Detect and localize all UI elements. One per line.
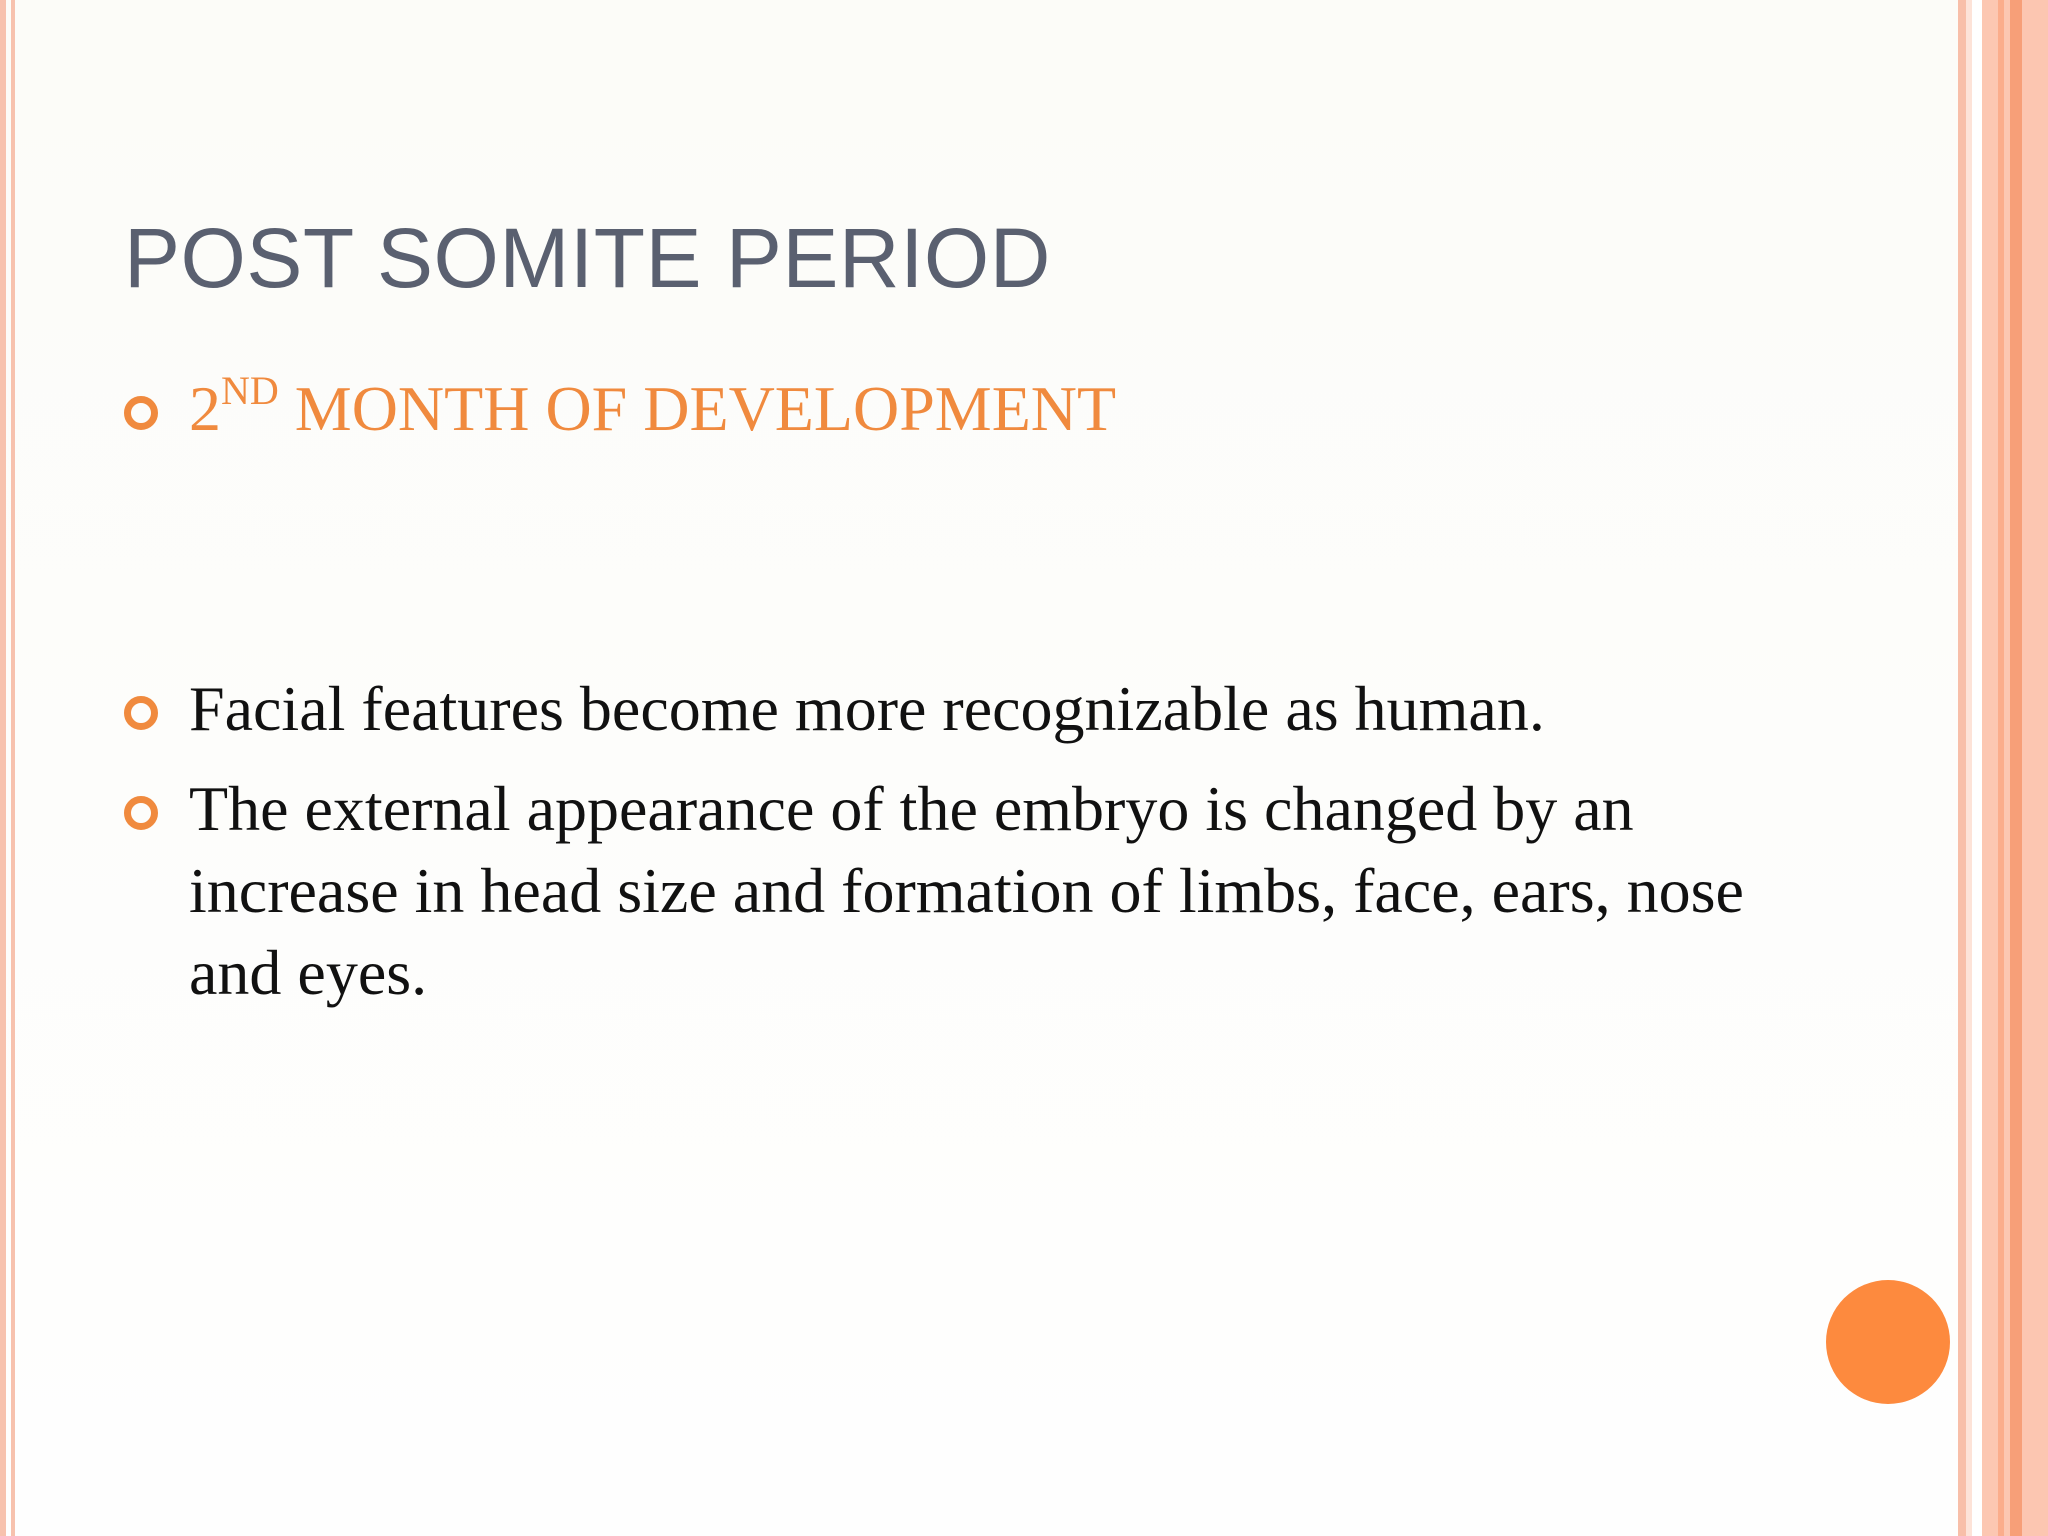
right-stripe xyxy=(2022,0,2048,1536)
bullet-item xyxy=(124,668,1545,750)
bullet-icon xyxy=(124,696,158,730)
bullet-icon xyxy=(124,796,158,830)
subheading-superscript: ND xyxy=(221,368,279,413)
right-stripe xyxy=(1982,0,1998,1536)
bullet-text: Facial features become more recognizable as human. xyxy=(189,673,1545,744)
subheading-prefix: 2 xyxy=(189,373,221,444)
left-border-outer xyxy=(0,0,6,1536)
subheading-rest: MONTH OF DEVELOPMENT xyxy=(278,373,1117,444)
bullet-text: The external appearance of the embryo is changed by an increase in head size and formation of limbs, face, ears, nose and eyes. xyxy=(189,773,1744,1008)
subheading-row xyxy=(124,368,1116,458)
orange-circle-decoration xyxy=(1826,1280,1950,1404)
subheading xyxy=(189,368,1116,458)
slide-title: POST SOMITE PERIOD xyxy=(124,211,1051,305)
right-stripe xyxy=(1972,0,1982,1536)
left-border-inner xyxy=(11,0,15,1536)
bullet-item xyxy=(124,768,1764,1014)
right-stripe xyxy=(1958,0,1966,1536)
right-stripe xyxy=(2010,0,2022,1536)
bullet-icon xyxy=(124,396,158,430)
